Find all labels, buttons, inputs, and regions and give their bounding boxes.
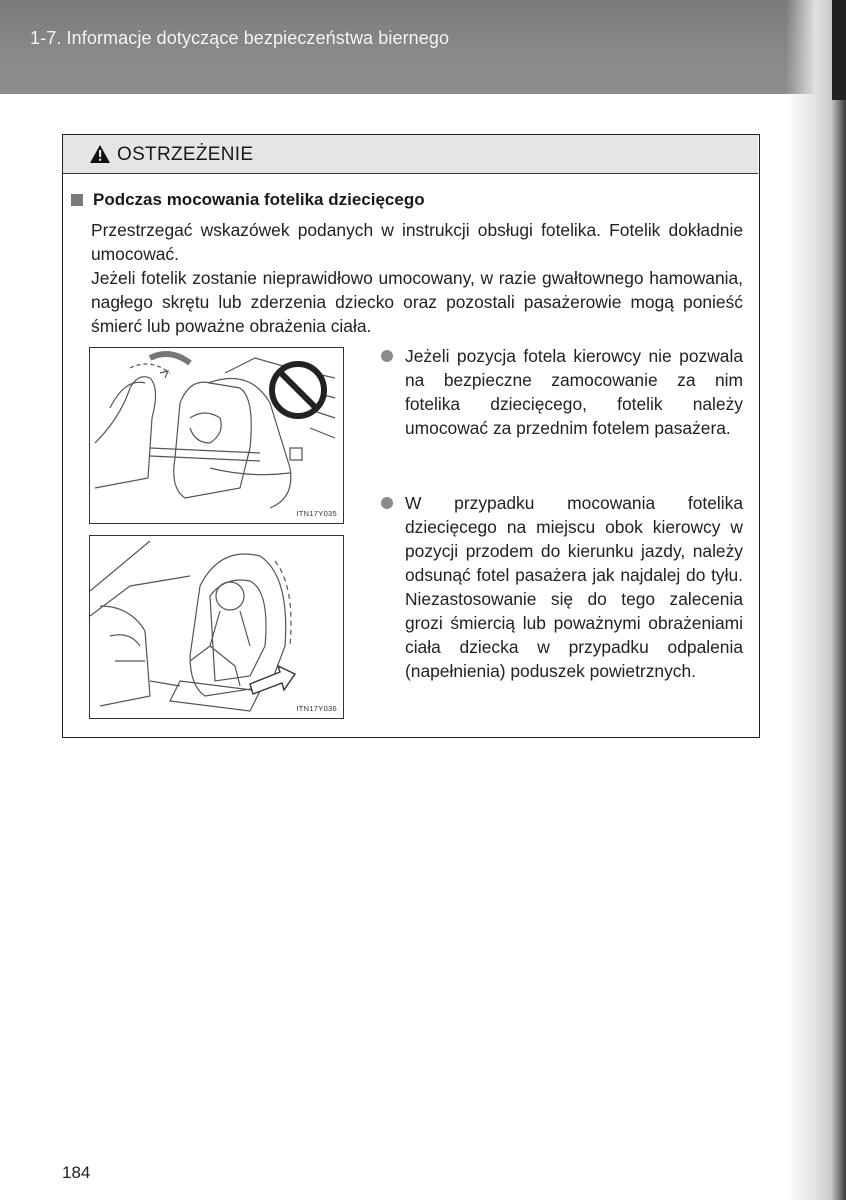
page-edge-dark: [832, 0, 846, 100]
square-bullet-icon: [71, 194, 83, 206]
seat-drawing: [90, 536, 343, 718]
warning-title: OSTRZEŻENIE: [117, 144, 254, 165]
section-title: 1-7. Informacje dotyczące bezpieczeństwa biernego: [30, 28, 450, 48]
page-header: [0, 0, 846, 94]
warning-triangle-icon: [89, 144, 111, 164]
illustration-forward-facing-seat: [89, 535, 344, 719]
paragraph: Przestrzegać wskazówek podanych w instrukcji obsługi fotelika. Fotelik dokładnie umocować.: [91, 220, 743, 264]
section-heading-text: Podczas mocowania fotelika dziecięcego: [93, 190, 425, 209]
section-heading: [71, 190, 425, 210]
round-bullet-icon: [381, 350, 393, 362]
bullet-item: [381, 491, 743, 683]
bullet-text: W przypadku mocowania fotelika dziecięcego na miejscu obok kierowcy w pozycji przodem do kierunku jazdy, należy odsunąć fotel pasażera jak najdalej do tyłu. Niezastosowanie się do tego zalecenia grozi śmiercią lub poważnymi obrażeniami ciała dziecka w przypadku odpalenia (napełnienia) poduszek powietrznych.: [405, 493, 743, 681]
illustration-rear-facing-seat: [89, 347, 344, 524]
page-edge-shadow: [786, 0, 846, 1200]
bullet-text: Jeżeli pozycja fotela kierowcy nie pozwala na bezpieczne zamocowanie za nim fotelika dziecięcego, fotelik należy umocować za przednim fotelem pasażera.: [405, 346, 743, 438]
round-bullet-icon: [381, 497, 393, 509]
arrow-icon: [250, 666, 295, 694]
warning-box: [62, 134, 760, 738]
bullet-item: [381, 344, 743, 440]
illustration-code: ITN17Y036: [296, 704, 337, 713]
illustration-code: ITN17Y035: [296, 509, 337, 518]
paragraph: Jeżeli fotelik zostanie nieprawidłowo umocowany, w razie gwałtownego hamowania, nagłego skrętu lub zderzenia dziecko oraz pozostali pasażerowie mogą ponieść śmierć lub poważne obrażenia ciała.: [91, 268, 743, 336]
page-number: 184: [62, 1163, 91, 1182]
warning-title-bar: [63, 135, 758, 174]
seat-drawing: [90, 348, 343, 523]
